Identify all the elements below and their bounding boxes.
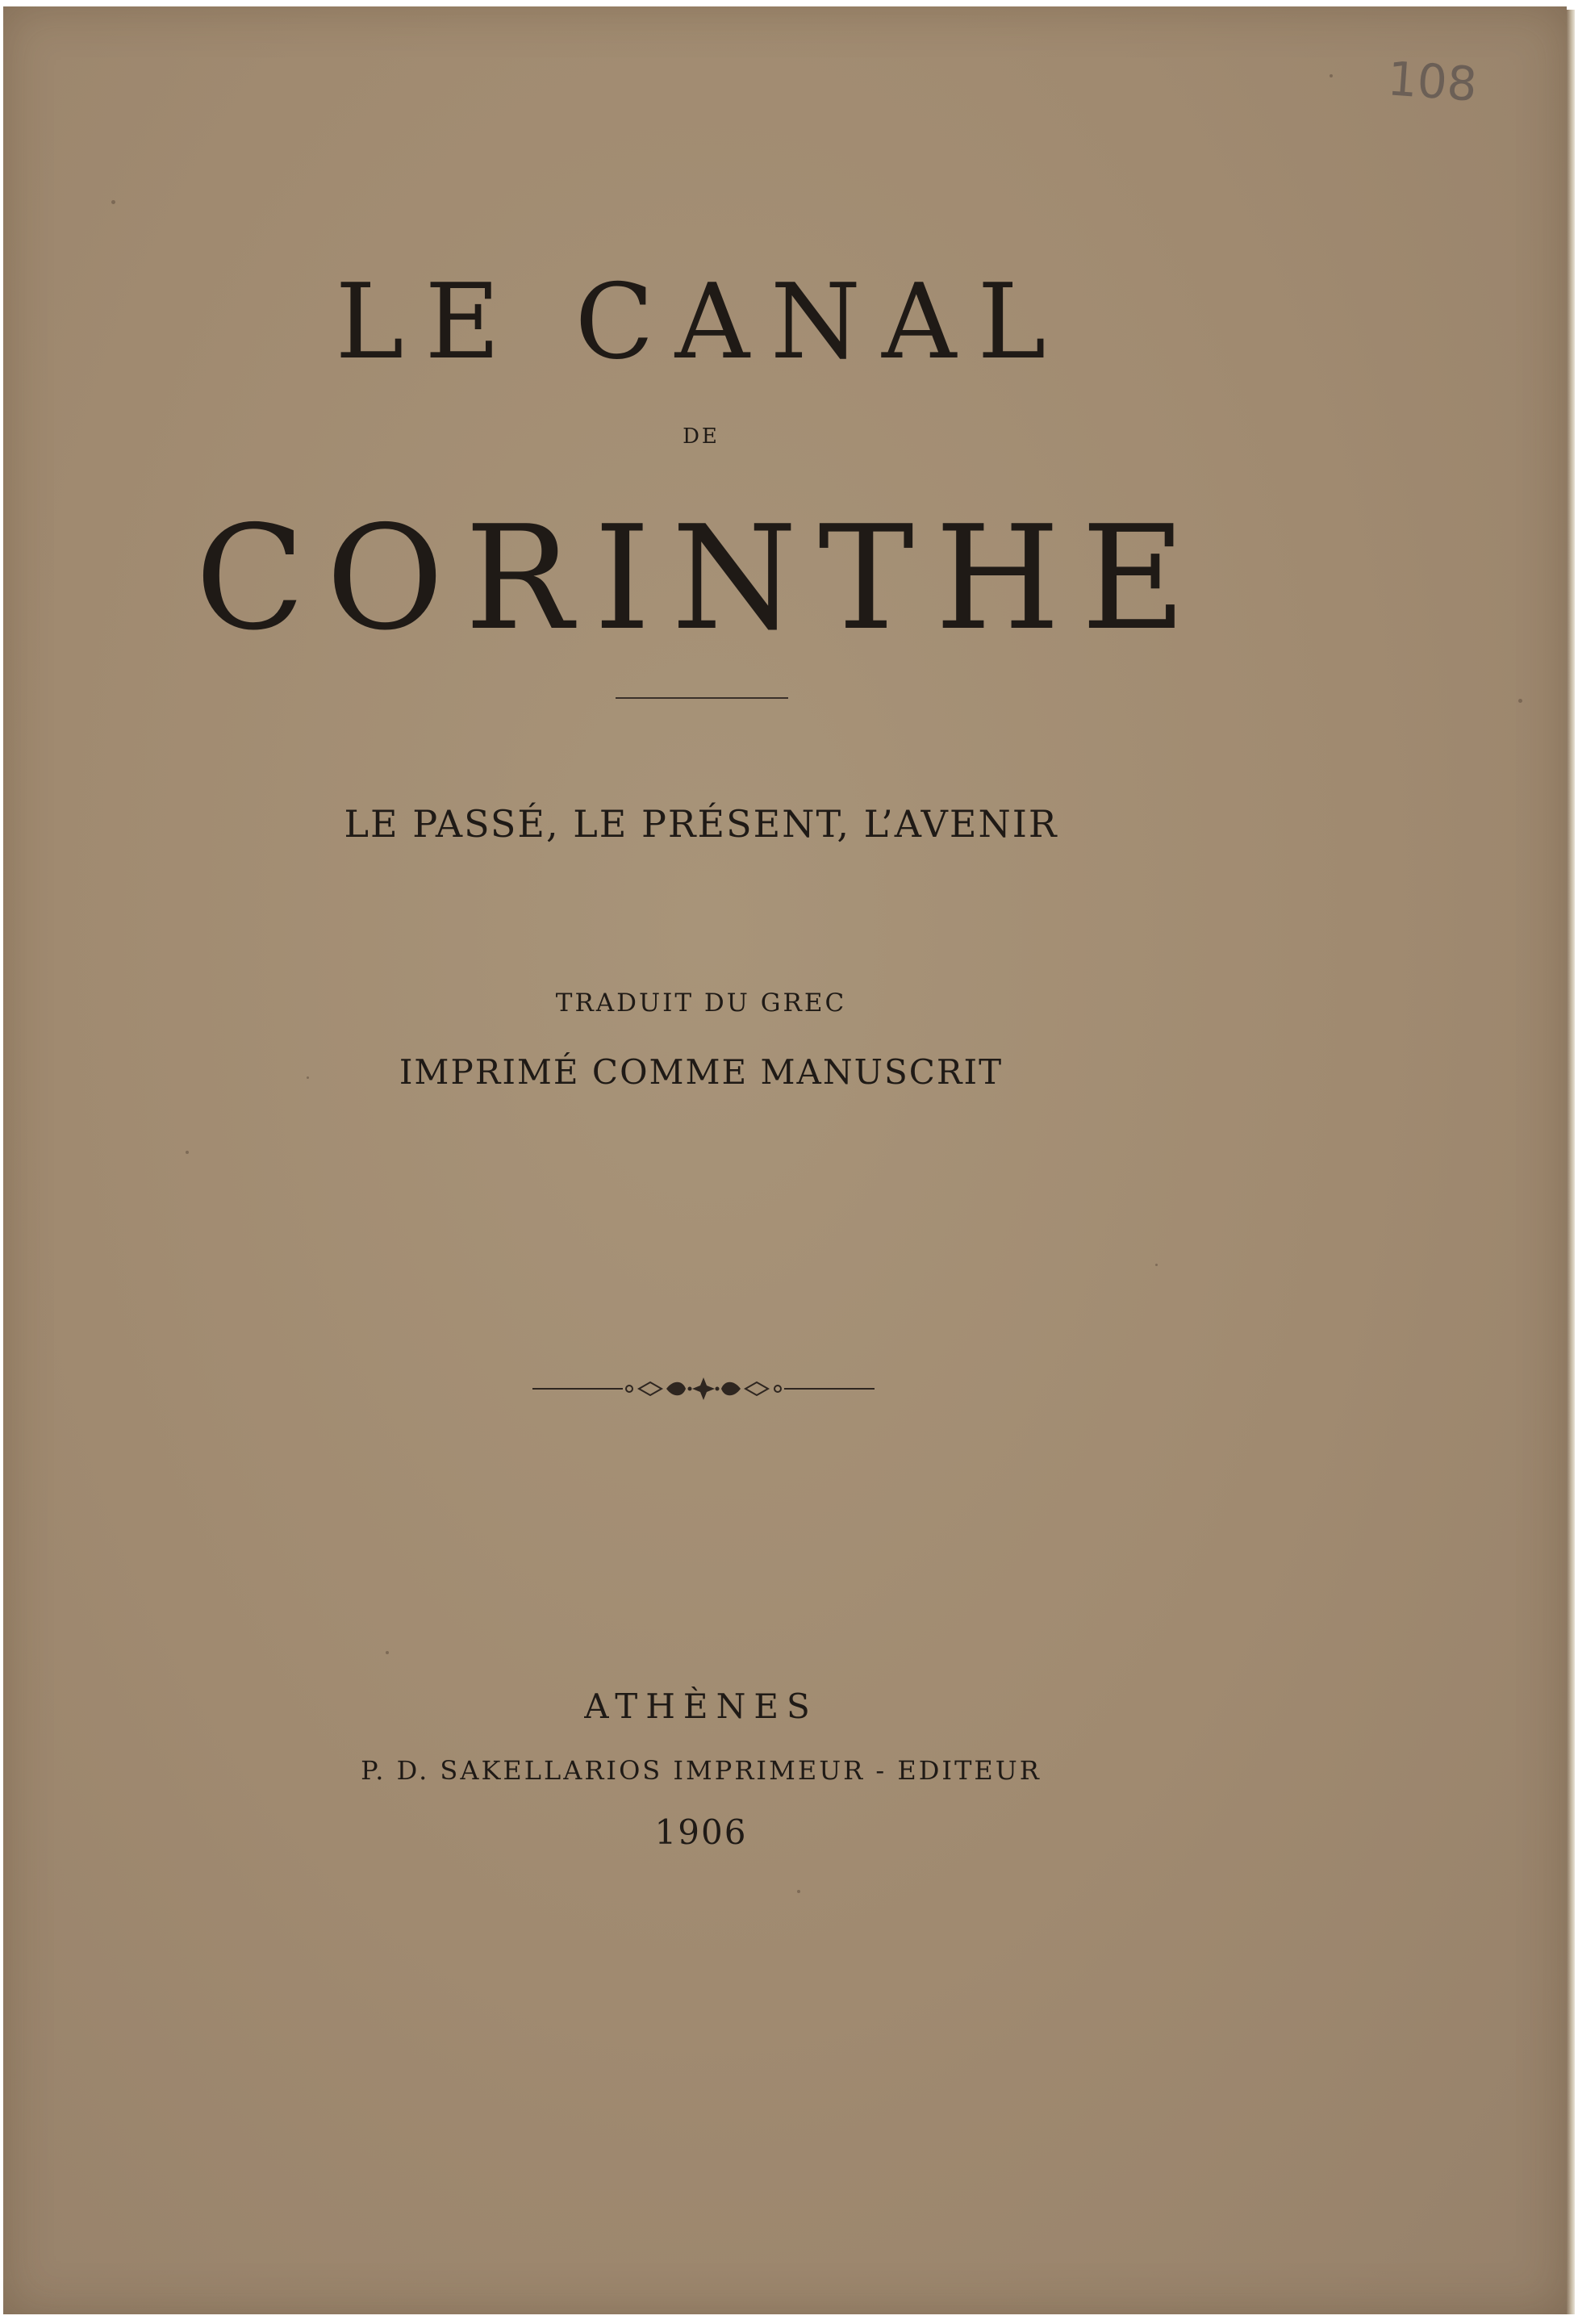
publication-city: ATHÈNES [584, 1687, 818, 1726]
subtitle: LE PASSÉ, LE PRÉSENT, L’AVENIR [344, 802, 1058, 846]
shelf-mark: 108 [1385, 51, 1479, 112]
publisher: P. D. SAKELLARIOS IMPRIMEUR - EDITEUR [361, 1755, 1042, 1786]
title-rule [616, 697, 788, 699]
publication-year: 1906 [654, 1812, 748, 1852]
paper-speck [307, 1076, 309, 1079]
title-connector: DE [683, 424, 720, 449]
paper-speck [186, 1151, 189, 1154]
title-line-1: LE CANAL [335, 262, 1067, 382]
paper-speck [1155, 1264, 1158, 1266]
paper-speck [1330, 74, 1333, 77]
paper-speck [797, 1890, 800, 1893]
paper-speck [386, 1651, 389, 1654]
printed-note: IMPRIMÉ COMME MANUSCRIT [399, 1052, 1004, 1092]
paper-speck [1518, 699, 1522, 703]
title-line-2: CORINTHE [194, 495, 1208, 662]
cover-edge [1567, 10, 1575, 2314]
ornament-icon [532, 1375, 875, 1402]
translated-note: TRADUIT DU GREC [555, 989, 847, 1018]
paper-speck [111, 200, 115, 204]
